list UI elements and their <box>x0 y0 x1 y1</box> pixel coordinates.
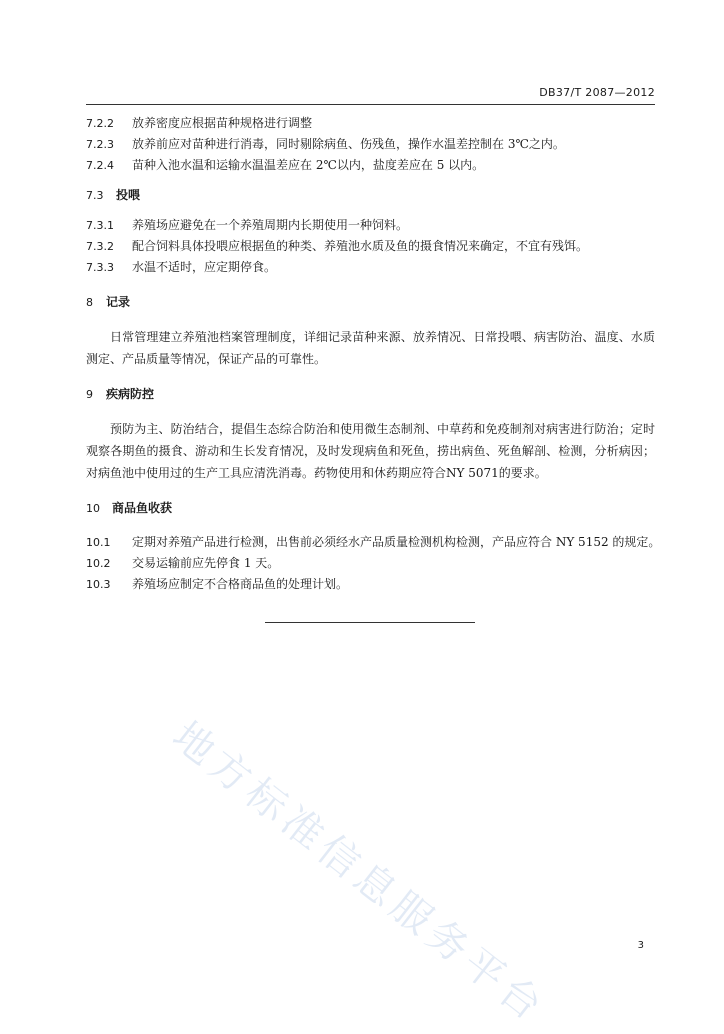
clause-text: 水温不适时，应定期停食。 <box>132 260 277 274</box>
header-rule <box>86 104 655 105</box>
watermark: 地方标准信息服务平台 <box>163 713 555 1033</box>
clause-number: 7.2.3 <box>86 138 114 151</box>
section-number: 10 <box>86 502 100 515</box>
clause-number: 7.2.4 <box>86 159 114 172</box>
clause-number: 10.1 <box>86 536 111 549</box>
clause-7-3-3 <box>86 257 655 278</box>
clause-text: 养殖场应避免在一个养殖周期内长期使用一种饲料。 <box>132 218 409 232</box>
clause-text: 养殖场应制定不合格商品鱼的处理计划。 <box>132 577 349 591</box>
clause-7-3-2 <box>86 236 655 257</box>
document-body <box>86 113 661 595</box>
section-title: 商品鱼收获 <box>112 501 173 515</box>
section-heading-9 <box>86 384 655 405</box>
clause-7-3-1 <box>86 215 655 236</box>
clause-text: 放养前应对苗种进行消毒，同时剔除病鱼、伤残鱼，操作水温差控制在 3℃之内。 <box>132 137 565 151</box>
clause-text: 交易运输前应先停食 1 天。 <box>132 556 280 570</box>
clause-number: 10.3 <box>86 578 111 591</box>
section-heading-10 <box>86 498 655 519</box>
section-9-paragraph: 预防为主、防治结合，提倡生态综合防治和使用微生态制剂、中草药和免疫制剂对病害进行防治；定时观察各期鱼的摄食、游动和生长发育情况，及时发现病鱼和死鱼，捞出病鱼、死鱼解剖、检测，分析病因；对病鱼池中使用过的生产工具应清洗消毒。药物使用和休药期应符合NY 5071的要求。 <box>86 422 655 480</box>
section-number: 8 <box>86 296 93 309</box>
section-title: 疾病防控 <box>106 387 155 401</box>
section-number: 7.3 <box>86 189 104 202</box>
clause-10-1 <box>86 532 661 553</box>
clause-text: 放养密度应根据苗种规格进行调整 <box>132 116 313 130</box>
clause-number: 7.3.3 <box>86 261 114 274</box>
clause-text: 配合饲料具体投喂应根据鱼的种类、养殖池水质及鱼的摄食情况来确定，不宜有残饵。 <box>132 239 589 253</box>
clause-text: 苗种入池水温和运输水温温差应在 2℃以内，盐度差应在 5 以内。 <box>132 158 485 172</box>
clause-10-3 <box>86 574 655 595</box>
section-8-paragraph: 日常管理建立养殖池档案管理制度，详细记录苗种来源、放养情况、日常投喂、病害防治、温度、水质测定、产品质量等情况，保证产品的可靠性。 <box>86 330 655 366</box>
clause-number: 7.3.1 <box>86 219 114 232</box>
section-heading-7-3 <box>86 185 655 206</box>
end-of-document-rule <box>265 622 475 623</box>
clause-7-2-2 <box>86 113 655 134</box>
standard-code: DB37/T 2087—2012 <box>539 86 655 99</box>
clause-text: 定期对养殖产品进行检测，出售前必须经水产品质量检测机构检测，产品应符合 NY 5152 的规定。 <box>132 535 661 549</box>
clause-7-2-4 <box>86 155 655 176</box>
clause-number: 7.2.2 <box>86 117 114 130</box>
clause-10-2 <box>86 553 655 574</box>
clause-7-2-3 <box>86 134 655 155</box>
clause-number: 7.3.2 <box>86 240 114 253</box>
section-title: 记录 <box>106 295 131 309</box>
section-title: 投喂 <box>116 188 141 202</box>
section-number: 9 <box>86 388 93 401</box>
section-heading-8 <box>86 292 655 313</box>
clause-number: 10.2 <box>86 557 111 570</box>
page-number: 3 <box>637 940 644 951</box>
